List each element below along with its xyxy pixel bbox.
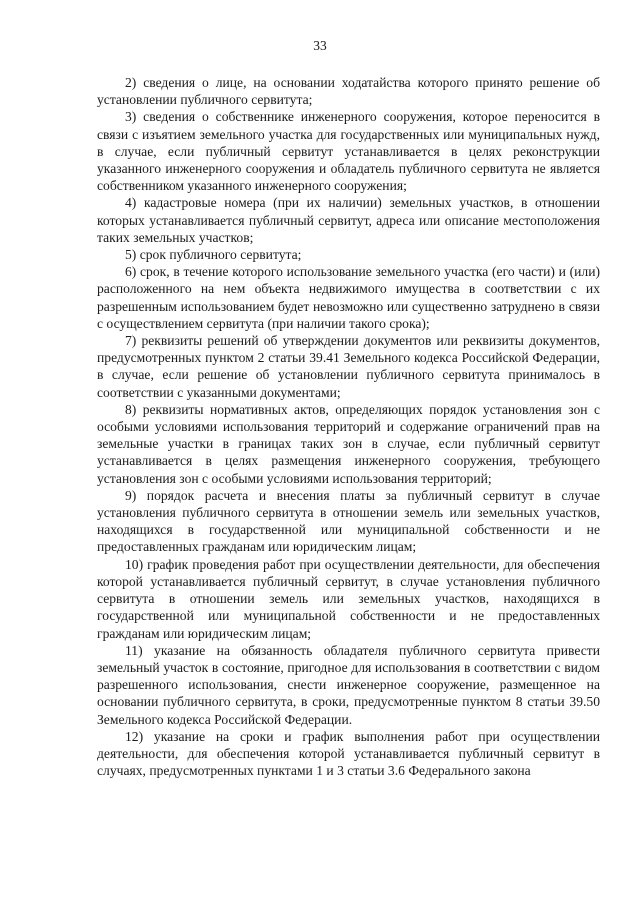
paragraph-item-5: 5) срок публичного сервитута; xyxy=(125,247,302,263)
page-number: 33 xyxy=(313,38,327,53)
paragraph-item-3: 3) сведения о собственнике инженерного сооружения, которое переносится в связи с изъятием земельного участка для государственных или муниципальных нужд, в случае, если публичный сервитут устанавливается в целях реконструкции указанного инженерного сооружения и обладатель публичного сервитута не является собственником указанного инженерного сооружения; xyxy=(97,109,600,194)
paragraph-item-9: 9) порядок расчета и внесения платы за публичный сервитут в случае установления публичного сервитута в отношении земель или земельных участков, находящихся в государственной или муниципальной собственности и не предоставленных гражданам или юридическим лицам; xyxy=(97,487,600,555)
paragraph-item-4: 4) кадастровые номера (при их наличии) земельных участков, в отношении которых устанавливается публичный сервитут, адреса или описание местоположения таких земельных участков; xyxy=(97,195,600,245)
paragraph-item-7: 7) реквизиты решений об утверждении документов или реквизиты документов, предусмотренных пунктом 2 статьи 39.41 Земельного кодекса Российской Федерации, в случае, если решение об установлении публичного сервитута принималось в соответствии с указанными документами; xyxy=(97,333,600,400)
paragraph-item-6: 6) срок, в течение которого использование земельного участка (его части) и (или) расположенного на нем объекта недвижимого имущества в соответствии с их разрешенным использованием будет невозможно или существенно затруднено в связи с осуществлением сервитута (при наличии такого срока); xyxy=(97,264,600,331)
paragraph-item-10: 10) график проведения работ при осуществлении деятельности, для обеспечения которой устанавливается публичный сервитут, в случае установления публичного сервитута в отношении земель или земельных участков, находящихся в государственной или муниципальной собственности и не предоставленных гражданам или юридическим лицам; xyxy=(97,556,600,641)
paragraph-item-11: 11) указание на обязанность обладателя публичного сервитута привести земельный участок в состояние, пригодное для использования в соответствии с видом разрешенного использования, снести инженерное сооружение, размещенное на основании публичного сервитута, в сроки, предусмотренные пунктом 8 статьи 39.50 Земельного кодекса Российской Федерации. xyxy=(97,642,600,727)
document-body xyxy=(97,74,600,779)
paragraph-item-8: 8) реквизиты нормативных актов, определяющих порядок установления зон с особыми условиями использования территорий и содержание ограничений прав на земельные участки в границах таких зон в случае, если публичный сервитут устанавливается в целях размещения инженерного сооружения, требующего установления зон с особыми условиями использования территорий; xyxy=(97,401,600,486)
paragraph-item-12: 12) указание на сроки и график выполнения работ при осуществлении деятельности, для обеспечения которой устанавливается публичный сервитут в случаях, предусмотренных пунктами 1 и 3 статьи 3.6 Федерального закона xyxy=(97,728,600,779)
paragraph-item-2: 2) сведения о лице, на основании ходатайства которого принято решение об установлении публичного сервитута; xyxy=(97,75,600,108)
